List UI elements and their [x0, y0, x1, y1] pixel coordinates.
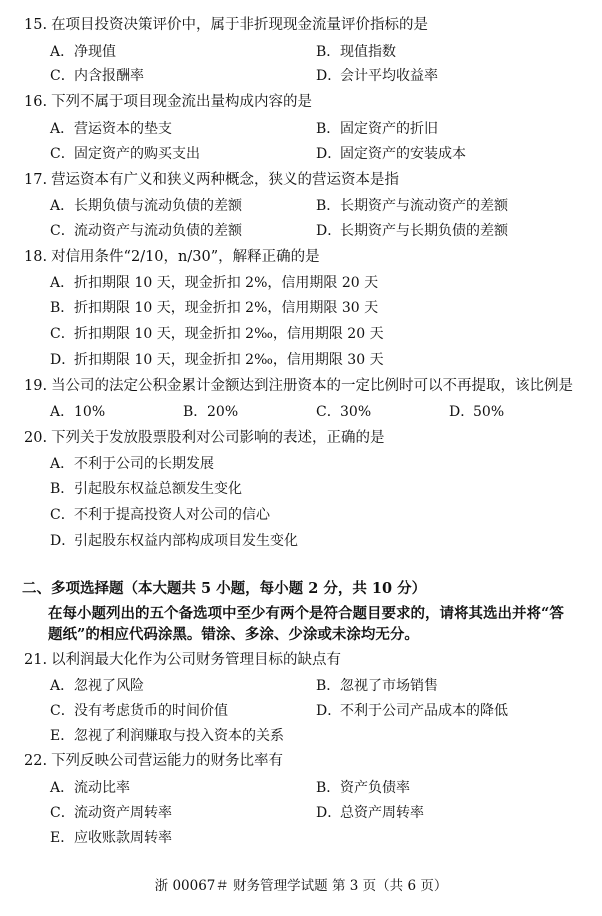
question-22-option-e: E．应收账款周转率	[50, 830, 172, 846]
question-21-stem	[24, 651, 341, 669]
question-17-option-d: D．长期资产与长期负债的差额	[316, 223, 508, 239]
question-number: 20.	[24, 430, 48, 446]
question-text: 以利润最大化作为公司财务管理目标的缺点有	[51, 652, 342, 668]
question-15-stem	[24, 16, 428, 34]
question-22-option-b: B．资产负债率	[316, 780, 410, 796]
question-21-option-e: E．忽视了利润赚取与投入资本的关系	[50, 728, 284, 744]
question-20-option-c: C．不利于提高投资人对公司的信心	[50, 507, 270, 523]
question-15-option-d: D．会计平均收益率	[316, 68, 438, 84]
question-16-option-c: C．固定资产的购买支出	[50, 146, 200, 162]
question-16-stem	[24, 93, 312, 111]
question-18-option-c: C．折扣期限 10 天，现金折扣 2‰，信用期限 20 天	[50, 326, 384, 342]
question-19-option-d: D．50%	[449, 404, 505, 420]
question-22-option-c: C．流动资产周转率	[50, 805, 172, 821]
question-17-option-b: B．长期资产与流动资产的差额	[316, 198, 508, 214]
question-17-option-c: C．流动资产与流动负债的差额	[50, 223, 242, 239]
question-21-option-d: D．不利于公司产品成本的降低	[316, 703, 508, 719]
question-21-option-c: C．没有考虑货币的时间价值	[50, 703, 228, 719]
question-19-option-c: C．30%	[316, 404, 372, 420]
question-text: 当公司的法定公积金累计金额达到注册资本的一定比例时可以不再提取，该比例是	[51, 378, 574, 394]
question-21-option-b: B．忽视了市场销售	[316, 678, 438, 694]
question-16-option-d: D．固定资产的安装成本	[316, 146, 466, 162]
question-15-option-b: B．现值指数	[316, 44, 396, 60]
question-18-option-b: B．折扣期限 10 天，现金折扣 2%，信用期限 30 天	[50, 300, 379, 316]
question-19-option-a: A．10%	[50, 404, 106, 420]
question-22-option-d: D．总资产周转率	[316, 805, 424, 821]
question-text: 下列关于发放股票股利对公司影响的表述，正确的是	[51, 430, 385, 446]
question-number: 22.	[24, 753, 48, 769]
section-2-title: 二、多项选择题（本大题共 5 小题，每小题 2 分，共 10 分）	[22, 580, 427, 597]
question-number: 21.	[24, 652, 48, 668]
question-18-stem	[24, 248, 320, 266]
question-number: 17.	[24, 172, 48, 188]
question-number: 18.	[24, 249, 48, 265]
question-text: 对信用条件“2/10，n/30”，解释正确的是	[51, 249, 320, 265]
question-text: 营运资本有广义和狭义两种概念，狭义的营运资本是指	[51, 172, 400, 188]
question-17-option-a: A．长期负债与流动负债的差额	[50, 198, 242, 214]
question-22-option-a: A．流动比率	[50, 780, 130, 796]
question-text: 在项目投资决策评价中，属于非折现现金流量评价指标的是	[51, 17, 429, 33]
question-16-option-b: B．固定资产的折旧	[316, 121, 438, 137]
section-2-instructions-line-1: 在每小题列出的五个备选项中至少有两个是符合题目要求的，请将其选出并将“答	[48, 605, 564, 622]
question-19-stem	[24, 377, 573, 395]
question-15-option-a: A．净现值	[50, 44, 116, 60]
question-16-option-a: A．营运资本的垫支	[50, 121, 172, 137]
question-21-option-a: A．忽视了风险	[50, 678, 144, 694]
question-text: 下列反映公司营运能力的财务比率有	[51, 753, 284, 769]
question-20-option-a: A．不利于公司的长期发展	[50, 456, 214, 472]
question-18-option-a: A．折扣期限 10 天，现金折扣 2%，信用期限 20 天	[50, 275, 379, 291]
question-number: 16.	[24, 94, 48, 110]
question-20-stem	[24, 429, 385, 447]
question-19-option-b: B．20%	[183, 404, 239, 420]
question-number: 15.	[24, 17, 48, 33]
question-18-option-d: D．折扣期限 10 天，现金折扣 2‰，信用期限 30 天	[50, 352, 384, 368]
question-text: 下列不属于项目现金流出量构成内容的是	[51, 94, 313, 110]
question-20-option-d: D．引起股东权益内部构成项目发生变化	[50, 533, 298, 549]
question-22-stem	[24, 752, 283, 770]
question-20-option-b: B．引起股东权益总额发生变化	[50, 481, 242, 497]
question-17-stem	[24, 171, 399, 189]
question-15-option-c: C．内含报酬率	[50, 68, 144, 84]
section-2-instructions-line-2: 题纸”的相应代码涂黑。错涂、多涂、少涂或未涂均无分。	[48, 626, 419, 643]
page-footer: 浙 00067＃ 财务管理学试题 第 3 页（共 6 页）	[154, 878, 448, 894]
question-number: 19.	[24, 378, 48, 394]
